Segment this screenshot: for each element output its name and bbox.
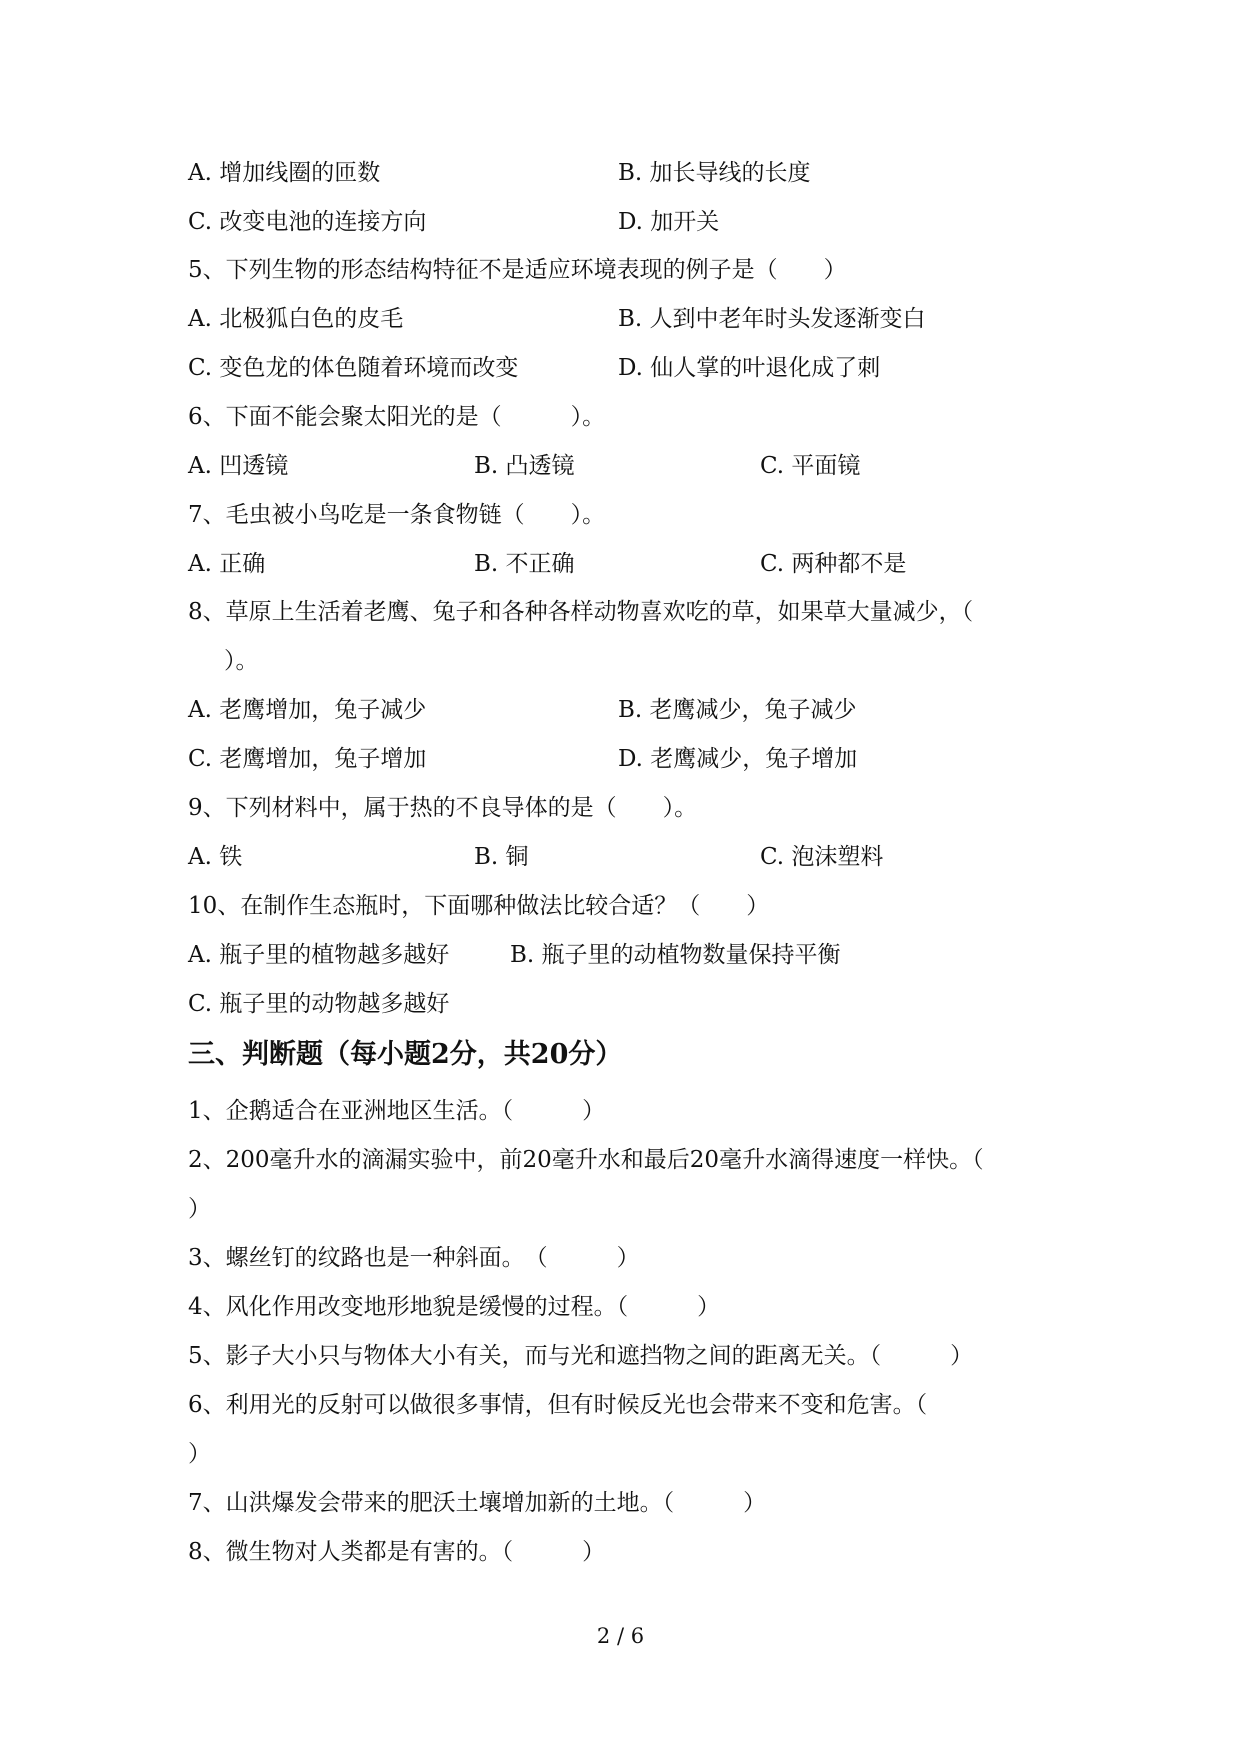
q10-stem: 10、在制作生态瓶时，下面哪种做法比较合适？（ ） bbox=[188, 893, 770, 919]
judge-item-2-cont: ） bbox=[188, 1196, 211, 1222]
q6-option-a: A. 凹透镜 bbox=[188, 453, 289, 479]
q7-option-b: B. 不正确 bbox=[474, 551, 575, 577]
q5-option-a: A. 北极狐白色的皮毛 bbox=[188, 306, 404, 332]
q7-option-a: A. 正确 bbox=[188, 551, 266, 577]
section3-heading: 三、判断题（每小题2分，共20分） bbox=[188, 1039, 623, 1070]
q10-option-a: A. 瓶子里的植物越多越好 bbox=[188, 942, 450, 968]
q9-option-a: A. 铁 bbox=[188, 844, 243, 870]
q9-option-c: C. 泡沫塑料 bbox=[760, 844, 884, 870]
q5-option-d: D. 仙人掌的叶退化成了刺 bbox=[618, 355, 881, 381]
page-number: 2 / 6 bbox=[596, 1624, 645, 1648]
q5-stem: 5、下列生物的形态结构特征不是适应环境表现的例子是（ ） bbox=[188, 257, 847, 283]
q8-option-c: C. 老鹰增加，兔子增加 bbox=[188, 746, 427, 772]
q8-option-b: B. 老鹰减少，兔子减少 bbox=[618, 697, 857, 723]
q4-option-c: C. 改变电池的连接方向 bbox=[188, 209, 427, 235]
q6-stem: 6、下面不能会聚太阳光的是（ ）。 bbox=[188, 404, 606, 430]
judge-item-5: 5、影子大小只与物体大小有关，而与光和遮挡物之间的距离无关。（ ） bbox=[188, 1343, 974, 1369]
q8-option-a: A. 老鹰增加，兔子减少 bbox=[188, 697, 427, 723]
q5-option-c: C. 变色龙的体色随着环境而改变 bbox=[188, 355, 519, 381]
judge-item-6: 6、利用光的反射可以做很多事情，但有时候反光也会带来不变和危害。（ bbox=[188, 1392, 928, 1418]
judge-item-2: 2、200毫升水的滴漏实验中，前20毫升水和最后20毫升水滴得速度一样快。（ bbox=[188, 1147, 984, 1173]
q8-stem-line1: 8、草原上生活着老鹰、兔子和各种各样动物喜欢吃的草，如果草大量减少，（ bbox=[188, 599, 974, 625]
q4-option-d: D. 加开关 bbox=[618, 209, 720, 235]
q7-option-c: C. 两种都不是 bbox=[760, 551, 907, 577]
judge-item-6-cont: ） bbox=[188, 1441, 211, 1467]
q5-option-b: B. 人到中老年时头发逐渐变白 bbox=[618, 306, 926, 332]
q6-option-b: B. 凸透镜 bbox=[474, 453, 575, 479]
judge-item-3: 3、螺丝钉的纹路也是一种斜面。 （ ） bbox=[188, 1245, 640, 1271]
q4-option-a: A. 增加线圈的匝数 bbox=[188, 160, 381, 186]
q8-stem-line2: ）。 bbox=[224, 648, 259, 674]
judge-item-7: 7、山洪爆发会带来的肥沃土壤增加新的土地。（ ） bbox=[188, 1490, 767, 1516]
judge-item-1: 1、企鹅适合在亚洲地区生活。（ ） bbox=[188, 1098, 606, 1124]
q9-stem: 9、下列材料中，属于热的不良导体的是（ ）。 bbox=[188, 795, 698, 821]
q6-option-c: C. 平面镜 bbox=[760, 453, 861, 479]
judge-item-8: 8、微生物对人类都是有害的。（ ） bbox=[188, 1539, 606, 1565]
q10-option-b: B. 瓶子里的动植物数量保持平衡 bbox=[510, 942, 841, 968]
q8-option-d: D. 老鹰减少，兔子增加 bbox=[618, 746, 858, 772]
q4-option-b: B. 加长导线的长度 bbox=[618, 160, 811, 186]
q10-option-c: C. 瓶子里的动物越多越好 bbox=[188, 991, 450, 1017]
judge-item-4: 4、风化作用改变地形地貌是缓慢的过程。（ ） bbox=[188, 1294, 721, 1320]
q7-stem: 7、毛虫被小鸟吃是一条食物链（ ）。 bbox=[188, 502, 606, 528]
q9-option-b: B. 铜 bbox=[474, 844, 529, 870]
